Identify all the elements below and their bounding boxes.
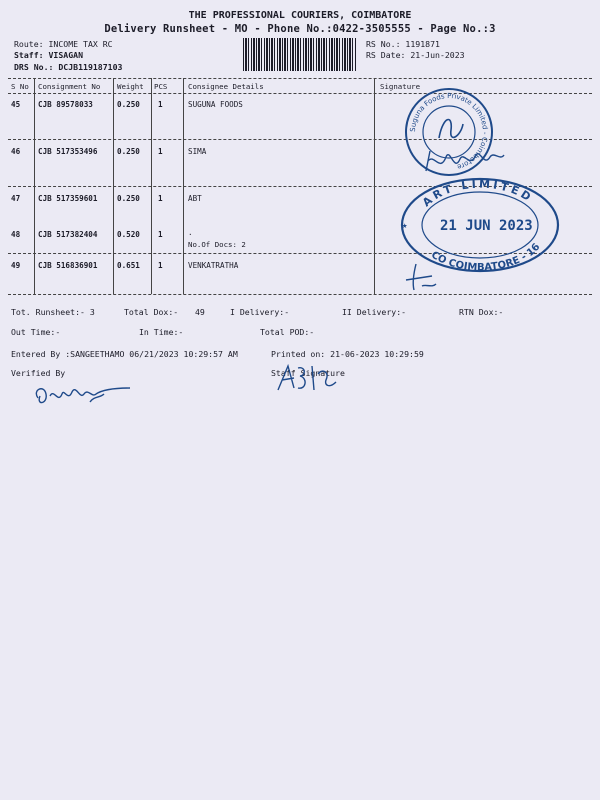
i-delivery: I Delivery:- (230, 307, 290, 317)
round-stamp-text: Suguna Foods Private Limited - Coimbatore (408, 91, 490, 171)
row-sno: 48 (11, 230, 21, 239)
signature-row-46 (420, 143, 510, 177)
total-dox-value: 49 (195, 307, 205, 317)
row-divider (8, 139, 592, 140)
runsheet-subtitle: Delivery Runsheet - MO - Phone No.:0422-3505555 - Page No.:3 (104, 23, 496, 35)
header-pcs: PCS (154, 82, 168, 91)
header-sno: S No (11, 82, 29, 91)
row-consignee: SUGUNA FOODS (188, 100, 243, 109)
row-consignment: CJB 517353496 (38, 147, 98, 156)
route-label: Route: INCOME TAX RC (14, 39, 113, 49)
row-pcs: 1 (158, 194, 163, 203)
row-sno: 49 (11, 261, 21, 270)
row-weight: 0.250 (117, 147, 140, 156)
verified-by: Verified By (11, 368, 66, 378)
rtn-dox: RTN Dox:- (459, 307, 504, 317)
row-consignment: CJB 516836901 (38, 261, 98, 270)
row-weight: 0.651 (117, 261, 140, 270)
table-top-divider (8, 78, 592, 79)
ii-delivery: II Delivery:- (342, 307, 407, 317)
row-note: No.Of Docs: 2 (188, 240, 246, 249)
oval-stamp-top: ART LIMITED (420, 177, 536, 210)
rs-date: RS Date: 21-Jun-2023 (366, 50, 465, 60)
rs-number: RS No.: 1191871 (366, 39, 440, 49)
row-consignee: ABT (188, 194, 202, 203)
signature-row-49 (402, 262, 442, 294)
table-header-divider (8, 93, 592, 94)
row-consignee: SIMA (188, 147, 207, 156)
oval-date-stamp (398, 174, 563, 276)
svg-text:ART LIMITED (420, 177, 536, 209)
row-consignee: VENKATRATHA (188, 261, 239, 270)
row-sno: 47 (11, 194, 21, 203)
row-sno: 46 (11, 147, 21, 156)
tot-runsheet: Tot. Runsheet:- 3 (11, 307, 95, 317)
row-consignment: CJB 517359601 (38, 194, 98, 203)
svg-text:★: ★ (402, 221, 408, 231)
row-consignment: CJB 517382404 (38, 230, 98, 239)
entered-by: Entered By :SANGEETHAMO 06/21/2023 10:29:57 AM (11, 349, 238, 359)
row-weight: 0.250 (117, 100, 140, 109)
in-time: In Time:- (139, 327, 184, 337)
row-consignment: CJB 89578033 (38, 100, 93, 109)
row-sno: 45 (11, 100, 21, 109)
company-title: THE PROFESSIONAL COURIERS, COIMBATORE (188, 10, 412, 21)
row-pcs: 1 (158, 230, 163, 239)
total-dox-label: Total Dox:- (124, 307, 179, 317)
out-time: Out Time:- (11, 327, 61, 337)
verified-by-signature (30, 378, 140, 412)
header-weight: Weight (117, 82, 144, 91)
staff-signature-label: Staff Signature (271, 368, 345, 378)
row-pcs: 1 (158, 100, 163, 109)
drs-number: DRS No.: DCJB119187103 (14, 62, 123, 72)
header-signature: Signature (380, 82, 421, 91)
staff-signature (272, 360, 342, 396)
barcode (243, 38, 356, 71)
printed-on: Printed on: 21-06-2023 10:29:59 (271, 349, 424, 359)
total-pod: Total POD:- (260, 327, 315, 337)
staff-label: Staff: VISAGAN (14, 50, 84, 60)
header-consignment: Consignment No (38, 82, 101, 91)
row-pcs: 1 (158, 261, 163, 270)
row-weight: 0.250 (117, 194, 140, 203)
row-weight: 0.520 (117, 230, 140, 239)
row-pcs: 1 (158, 147, 163, 156)
row-consignee: . (188, 228, 193, 237)
oval-stamp-bottom: CO COIMBATORE - 16 (429, 241, 543, 274)
table-bottom-divider (8, 294, 592, 295)
oval-stamp-date: 21 JUN 2023 (440, 218, 533, 234)
header-consignee: Consignee Details (188, 82, 264, 91)
